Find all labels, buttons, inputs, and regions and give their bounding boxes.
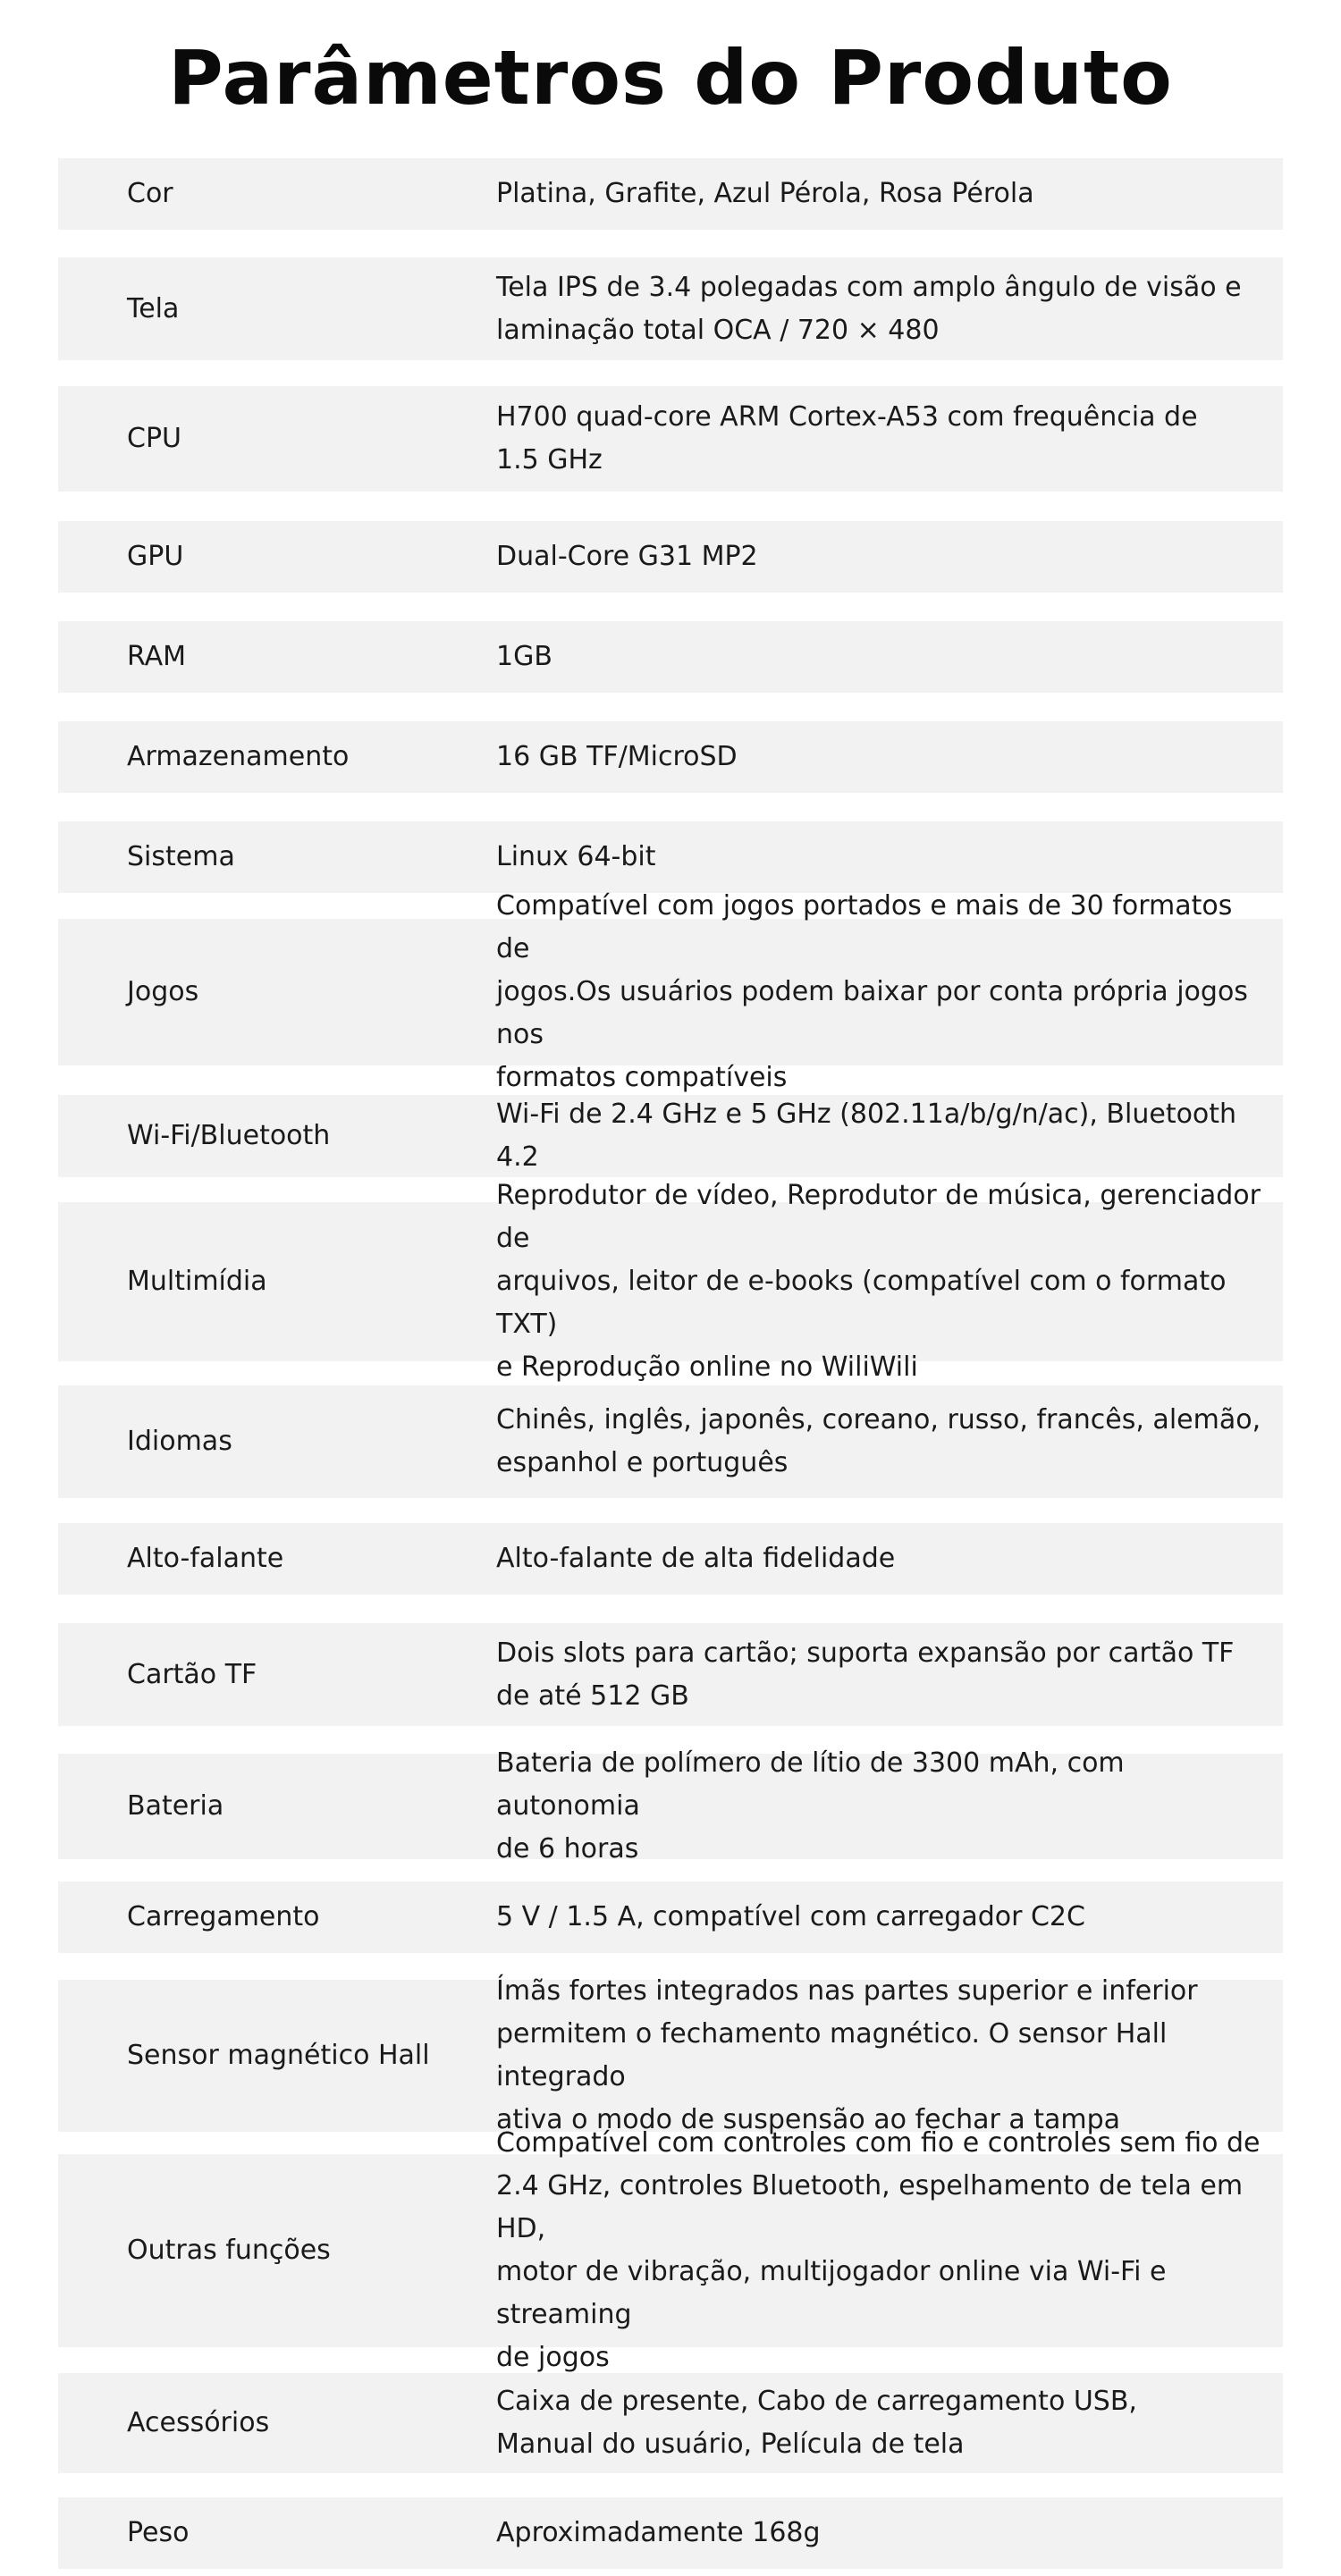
spec-label: Tela xyxy=(127,293,180,324)
spec-row xyxy=(58,1095,1283,1177)
spec-value: Dois slots para cartão; suporta expansão por cartão TF de até 512 GB xyxy=(496,1637,1235,1712)
spec-row xyxy=(58,1623,1283,1726)
spec-row xyxy=(58,386,1283,492)
spec-value: 5 V / 1.5 A, compatível com carregador C2C xyxy=(496,1901,1085,1932)
spec-label: Idiomas xyxy=(127,1426,232,1457)
page-title: Parâmetros do Produto xyxy=(168,34,1173,122)
spec-label: RAM xyxy=(127,641,187,672)
spec-row xyxy=(58,2373,1283,2473)
spec-row xyxy=(58,890,1283,1093)
spec-row xyxy=(58,1523,1283,1595)
spec-label: Alto-falante xyxy=(127,1543,284,1574)
spec-row xyxy=(58,2127,1283,2373)
spec-value: Tela IPS de 3.4 polegadas com amplo ângulo de visão e laminação total OCA / 720 × 480 xyxy=(496,272,1242,346)
spec-label: Outras funções xyxy=(127,2235,331,2266)
spec-label: Multimídia xyxy=(127,1266,267,1297)
spec-row xyxy=(58,821,1283,893)
spec-value: Linux 64-bit xyxy=(496,841,656,872)
spec-row xyxy=(58,721,1283,793)
spec-label: Acessórios xyxy=(127,2407,270,2438)
spec-label: Cor xyxy=(127,178,173,209)
spec-row xyxy=(58,1385,1283,1498)
spec-value: Aproximadamente 168g xyxy=(496,2517,821,2548)
spec-label: GPU xyxy=(127,541,184,572)
spec-row xyxy=(58,1975,1283,2135)
spec-label: CPU xyxy=(127,423,181,454)
spec-label: Cartão TF xyxy=(127,1659,257,1690)
spec-label: Sensor magnético Hall xyxy=(127,2040,430,2071)
spec-row xyxy=(58,2497,1283,2569)
spec-value: Chinês, inglês, japonês, coreano, russo, francês, alemão, espanhol e português xyxy=(496,1404,1261,1478)
spec-row xyxy=(58,1180,1283,1383)
spec-label: Carregamento xyxy=(127,1901,320,1932)
spec-value: Alto-falante de alta fidelidade xyxy=(496,1543,896,1574)
spec-row xyxy=(58,621,1283,693)
spec-value: Reprodutor de vídeo, Reprodutor de música, gerenciador de arquivos, leitor de e-books (compatível com o formato TXT) e Reprodução online no WiliWili xyxy=(496,1180,1261,1383)
spec-label: Armazenamento xyxy=(127,741,350,772)
spec-row xyxy=(58,521,1283,593)
spec-value: Dual-Core G31 MP2 xyxy=(496,541,758,572)
spec-value: Ímãs fortes integrados nas partes superior e inferior permitem o fechamento magnético. O sensor Hall integrado ativa o modo de suspensão ao fechar a tampa xyxy=(496,1975,1198,2135)
spec-row xyxy=(58,1747,1283,1865)
spec-value: Bateria de polímero de lítio de 3300 mAh, com autonomia de 6 horas xyxy=(496,1747,1125,1865)
spec-value: 1GB xyxy=(496,641,552,672)
spec-value: Caixa de presente, Cabo de carregamento USB, Manual do usuário, Película de tela xyxy=(496,2386,1137,2460)
spec-value: Wi-Fi de 2.4 GHz e 5 GHz (802.11a/b/g/n/ac), Bluetooth 4.2 xyxy=(496,1099,1237,1173)
spec-label: Jogos xyxy=(127,976,199,1007)
spec-label: Bateria xyxy=(127,1790,224,1822)
spec-value: 16 GB TF/MicroSD xyxy=(496,741,738,772)
spec-value: H700 quad-core ARM Cortex-A53 com frequência de 1.5 GHz xyxy=(496,401,1198,476)
spec-label: Peso xyxy=(127,2517,190,2548)
spec-row xyxy=(58,158,1283,230)
spec-label: Wi-Fi/Bluetooth xyxy=(127,1120,331,1151)
spec-value: Compatível com jogos portados e mais de 30 formatos de jogos.Os usuários podem baixar por conta própria jogos nos formatos compatíveis xyxy=(496,890,1248,1093)
spec-label: Sistema xyxy=(127,841,235,872)
spec-row xyxy=(58,1881,1283,1953)
spec-value: Compatível com controles com fio e controles sem fio de 2.4 GHz, controles Bluetooth, espelhamento de tela em HD, motor de vibração, multijogador online via Wi-Fi e streaming de jogos xyxy=(496,2127,1261,2373)
spec-row xyxy=(58,257,1283,360)
spec-value: Platina, Grafite, Azul Pérola, Rosa Pérola xyxy=(496,178,1034,209)
